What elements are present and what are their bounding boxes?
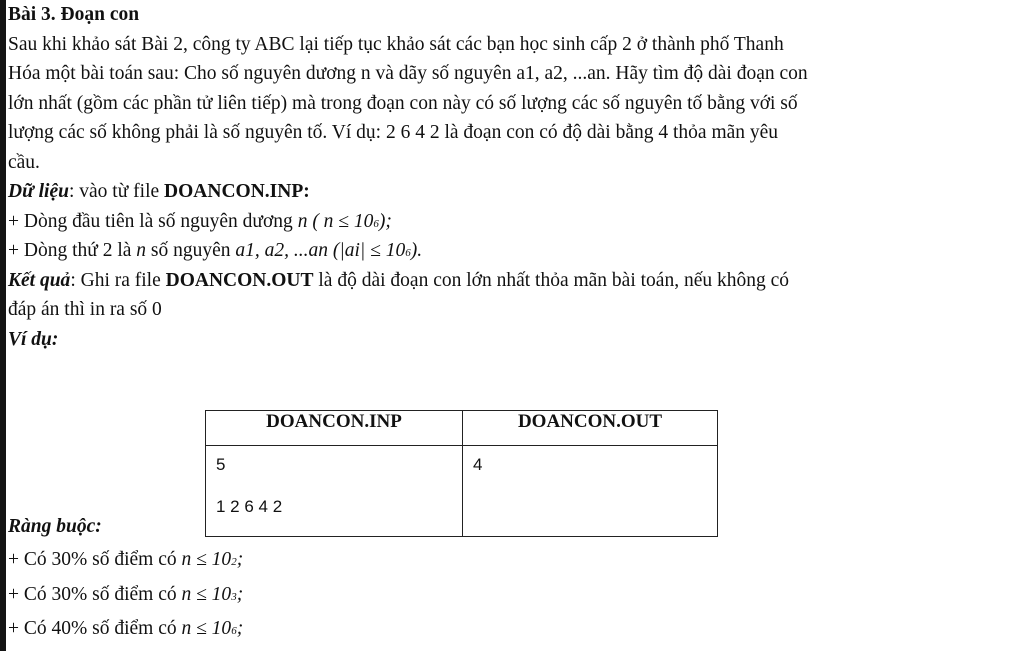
example-input-line-1: 5 [216, 455, 226, 474]
input-line-2-n: n [136, 240, 147, 261]
left-edge-bar [0, 0, 6, 651]
input-line-2-end: ). [410, 240, 423, 261]
input-intro: : vào từ file [68, 181, 165, 202]
constraint-2-prefix: + Có 30% số điểm có [8, 583, 182, 605]
output-text: là độ dài đoạn con lớn nhất thỏa mãn bài toán, nếu không có [313, 269, 789, 291]
input-line-2-math: a1, a2, ...an (|ai| ≤ 10 [235, 240, 406, 261]
example-table-header-row [206, 411, 718, 446]
constraints-section [8, 512, 1016, 646]
output-filename: DOANCON.OUT [165, 269, 314, 291]
description-line-3: lớn nhất (gồm các phần tử liên tiếp) mà trong đoạn con này có số lượng các số nguyên tố bằng với số [8, 92, 798, 114]
input-line-1-end: ); [378, 210, 392, 232]
example-input-line-2: 1 2 6 4 2 [216, 497, 283, 516]
input-line-1 [8, 207, 1016, 237]
constraint-3-prefix: + Có 40% số điểm có [8, 617, 182, 639]
input-line-2 [8, 236, 1016, 266]
constraint-item-2 [8, 578, 1016, 612]
input-line-1-math: n ( n ≤ 10 [297, 210, 374, 232]
constraint-1-exp: 2 [231, 555, 237, 568]
constraint-2-exp: 3 [231, 590, 237, 603]
description-line-1: Sau khi khảo sát Bài 2, công ty ABC lại tiếp tục khảo sát các bạn học sinh cấp 2 ở thành phố Thanh [8, 33, 784, 55]
output-heading: Kết quả [8, 269, 71, 291]
example-table-header-input: DOANCON.INP [206, 411, 463, 446]
input-line-1-exp: 6 [373, 217, 379, 230]
input-heading: Dữ liệu [8, 181, 69, 202]
problem-title: Bài 3. Đoạn con [8, 4, 140, 25]
example-heading: Ví dụ: [8, 328, 59, 350]
input-line-1-text: + Dòng đầu tiên là số nguyên dương [8, 210, 298, 232]
input-line-2-exp: 6 [405, 247, 411, 259]
output-intro: : Ghi ra file [70, 269, 166, 291]
input-filename: DOANCON.INP [164, 181, 304, 202]
description-line-2: Hóa một bài toán sau: Cho số nguyên dương n và dãy số nguyên a1, a2, ...an. Hãy tìm độ dài đoạn con [8, 63, 808, 84]
constraint-item-1 [8, 542, 1016, 578]
input-line-2-mid: số nguyên [146, 240, 236, 261]
output-text-line-2: đáp án thì in ra số 0 [8, 299, 162, 320]
output-heading-line [8, 266, 1016, 296]
constraint-2-end: ; [236, 583, 244, 605]
document-body [8, 0, 1016, 354]
constraint-3-end: ; [236, 617, 244, 639]
constraint-3-math: n ≤ 10 [181, 617, 232, 639]
constraints-heading: Ràng buộc: [8, 516, 102, 537]
constraint-1-prefix: + Có 30% số điểm có [8, 548, 182, 570]
example-table-header-output: DOANCON.OUT [463, 411, 718, 446]
example-output-line-1: 4 [473, 455, 483, 474]
input-line-2-text: + Dòng thứ 2 là [8, 240, 137, 261]
description-line-4: lượng các số không phải là số nguyên tố. Ví dụ: 2 6 4 2 là đoạn con có độ dài bằng 4 thỏa mãn yêu [8, 122, 779, 143]
constraint-3-exp: 6 [231, 624, 237, 637]
input-colon: : [303, 181, 310, 202]
constraint-2-math: n ≤ 10 [181, 583, 232, 605]
input-heading-line [8, 177, 1016, 207]
description-line-5: cầu. [8, 151, 40, 173]
constraint-1-math: n ≤ 10 [181, 548, 232, 570]
constraint-item-3 [8, 612, 1016, 646]
constraint-1-end: ; [236, 548, 244, 570]
